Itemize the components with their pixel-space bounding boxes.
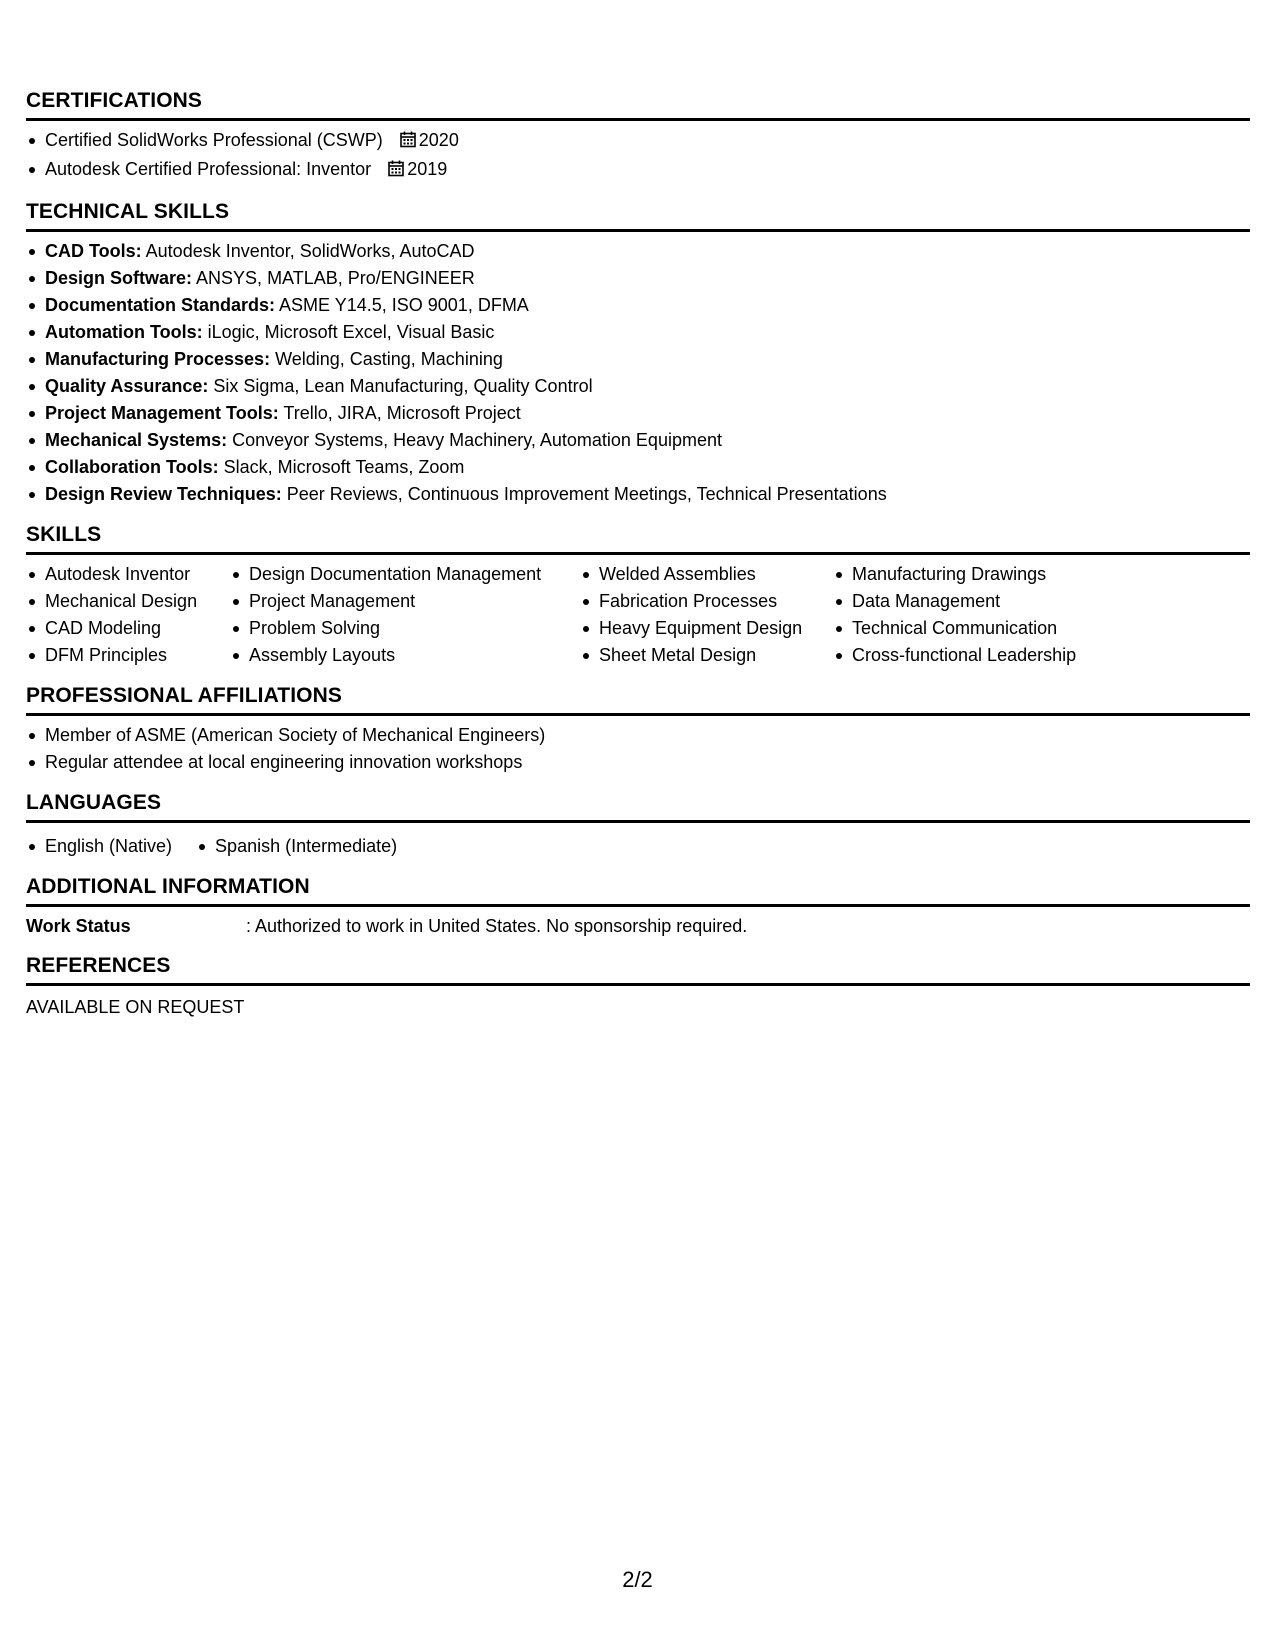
skills-column (26, 561, 230, 669)
skill-value: Six Sigma, Lean Manufacturing, Quality Control (208, 376, 593, 396)
list-item: Cross-functional Leadership (833, 642, 1133, 669)
calendar-icon (400, 129, 416, 156)
list-item (26, 156, 1250, 185)
page-number: 2/2 (622, 1567, 653, 1592)
skill-label: Collaboration Tools: (45, 457, 219, 477)
skill-label: Design Review Techniques: (45, 484, 282, 504)
skills-section (26, 522, 1250, 669)
skill-label: Mechanical Systems: (45, 430, 228, 450)
list-item (26, 319, 1250, 346)
list-item (26, 238, 1250, 265)
skill-value: Conveyor Systems, Heavy Machinery, Automation Equipment (227, 430, 722, 450)
list-item: Project Management (230, 588, 580, 615)
section-title: ADDITIONAL INFORMATION (26, 874, 1250, 907)
languages-list (26, 833, 421, 860)
list-item: Mechanical Design (26, 588, 230, 615)
skill-value: Peer Reviews, Continuous Improvement Meetings, Technical Presentations (281, 484, 887, 504)
skill-value: Slack, Microsoft Teams, Zoom (218, 457, 465, 477)
section-title: REFERENCES (26, 953, 1250, 986)
skill-label: Automation Tools: (45, 322, 203, 342)
list-item (26, 481, 1250, 508)
list-item (26, 265, 1250, 292)
skill-label: Quality Assurance: (45, 376, 209, 396)
list-item: Technical Communication (833, 615, 1133, 642)
list-item: CAD Modeling (26, 615, 230, 642)
certifications-list (26, 127, 1250, 185)
list-item: Spanish (Intermediate) (196, 833, 397, 860)
skills-column (833, 561, 1133, 669)
certification-year: 2020 (418, 130, 459, 150)
certification-year: 2019 (407, 159, 448, 179)
list-item: Problem Solving (230, 615, 580, 642)
section-title: SKILLS (26, 522, 1250, 555)
resume-page (26, 88, 1250, 1020)
certifications-section (26, 88, 1250, 185)
list-item (26, 346, 1250, 373)
list-item (26, 400, 1250, 427)
list-item: Sheet Metal Design (580, 642, 833, 669)
list-item: Fabrication Processes (580, 588, 833, 615)
calendar-icon (388, 158, 404, 185)
list-item (26, 292, 1250, 319)
work-status-value: : Authorized to work in United States. No sponsorship required. (246, 916, 748, 936)
references-section (26, 953, 1250, 1020)
section-title: TECHNICAL SKILLS (26, 199, 1250, 232)
technical-skills-list (26, 238, 1250, 508)
skill-label: Manufacturing Processes: (45, 349, 271, 369)
skill-label: Design Software: (45, 268, 193, 288)
work-status-row (26, 913, 1250, 939)
skill-value: iLogic, Microsoft Excel, Visual Basic (202, 322, 495, 342)
list-item: Regular attendee at local engineering innovation workshops (26, 749, 1250, 776)
list-item: DFM Principles (26, 642, 230, 669)
list-item: Autodesk Inventor (26, 561, 230, 588)
skill-value: Autodesk Inventor, SolidWorks, AutoCAD (141, 241, 475, 261)
skills-column (580, 561, 833, 669)
list-item: Heavy Equipment Design (580, 615, 833, 642)
work-status-label: Work Status (26, 916, 131, 936)
section-title: LANGUAGES (26, 790, 1250, 823)
skill-label: Documentation Standards: (45, 295, 276, 315)
list-item: English (Native) (26, 833, 172, 860)
skill-value: ANSYS, MATLAB, Pro/ENGINEER (192, 268, 475, 288)
skills-column (230, 561, 580, 669)
languages-row (26, 833, 1250, 860)
languages-section (26, 790, 1250, 860)
skills-grid (26, 561, 1250, 669)
additional-info-section (26, 874, 1250, 939)
skill-label: Project Management Tools: (45, 403, 279, 423)
list-item: Member of ASME (American Society of Mechanical Engineers) (26, 722, 1250, 749)
affiliations-section (26, 683, 1250, 776)
list-item: Manufacturing Drawings (833, 561, 1133, 588)
list-item (26, 373, 1250, 400)
skill-value: Welding, Casting, Machining (270, 349, 503, 369)
list-item: Welded Assemblies (580, 561, 833, 588)
references-text: AVAILABLE ON REQUEST (26, 997, 245, 1017)
section-title: PROFESSIONAL AFFILIATIONS (26, 683, 1250, 716)
certification-name: Autodesk Certified Professional: Inventor (45, 159, 372, 179)
affiliations-list (26, 722, 1250, 776)
list-item: Design Documentation Management (230, 561, 580, 588)
skill-value: ASME Y14.5, ISO 9001, DFMA (275, 295, 529, 315)
list-item (26, 127, 1250, 156)
skill-label: CAD Tools: (45, 241, 142, 261)
list-item (26, 454, 1250, 481)
section-title: CERTIFICATIONS (26, 88, 1250, 121)
list-item (26, 427, 1250, 454)
certification-name: Certified SolidWorks Professional (CSWP) (45, 130, 383, 150)
technical-skills-section (26, 199, 1250, 508)
list-item: Data Management (833, 588, 1133, 615)
skill-value: Trello, JIRA, Microsoft Project (278, 403, 521, 423)
list-item: Assembly Layouts (230, 642, 580, 669)
